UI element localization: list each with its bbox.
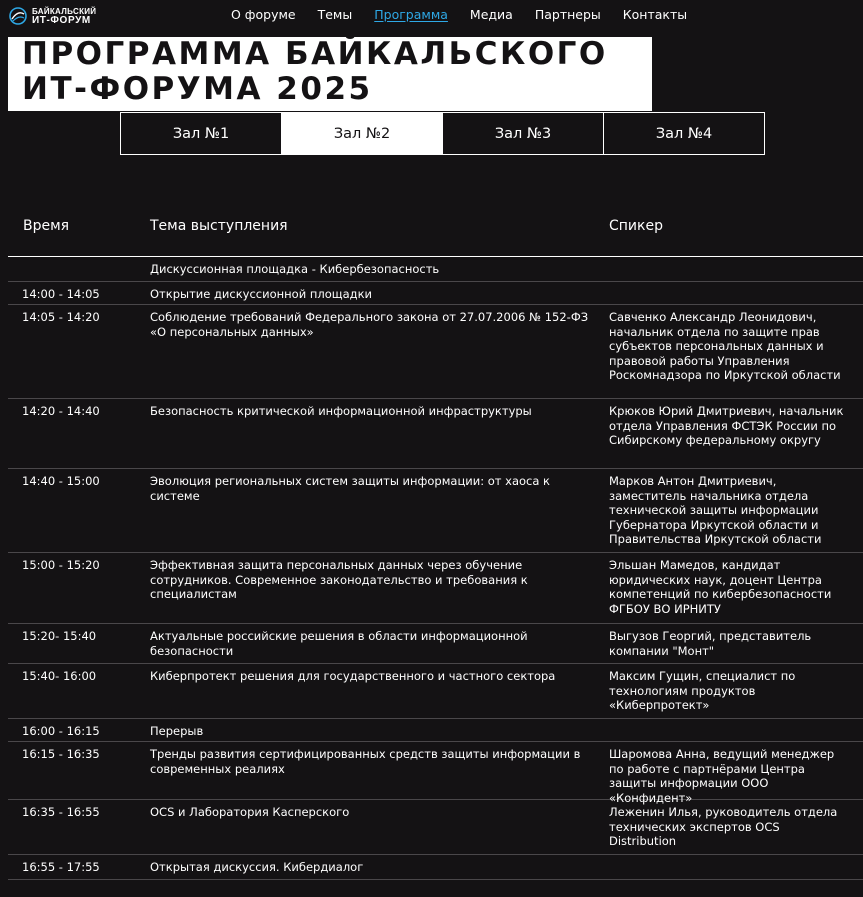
table-row [8,257,863,282]
title-block [8,37,652,111]
table-row [8,469,863,553]
row-topic: Соблюдение требований Федерального закона от 27.07.2006 № 152-ФЗ «О персональных данных» [150,310,589,339]
table-row [8,553,863,624]
nav-item-6[interactable]: Контакты [622,7,688,22]
table-row [8,719,863,742]
table-row [8,855,863,880]
page-title: ПРОГРАММА БАЙКАЛЬСКОГО ИТ-ФОРУМА 2025 [22,36,608,107]
row-topic: Тренды развития сертифицированных средств защиты информации в современных реалиях [150,747,581,776]
row-time: 15:40- 16:00 [22,669,97,683]
row-topic: OCS и Лаборатория Касперского [150,805,350,819]
table-row [8,624,863,664]
row-topic: Киберпротект решения для государственного и частного сектора [150,669,556,683]
table-row [8,399,863,469]
nav-item-1[interactable]: О форуме [231,7,296,22]
nav-item-5[interactable]: Партнеры [534,7,601,22]
hall-tabs [120,112,764,155]
nav-item-3[interactable]: Программа [374,7,448,22]
row-speaker: Леженин Илья, руководитель отдела технических экспертов OCS Distribution [609,805,838,848]
row-time: 14:40 - 15:00 [22,474,100,488]
table-row [8,800,863,855]
row-topic: Безопасность критической информационной инфраструктуры [150,404,532,418]
row-time: 14:00 - 14:05 [22,287,100,301]
row-topic: Открытие дискуссионной площадки [150,287,372,301]
header [0,0,863,32]
main-nav [231,7,709,22]
row-topic: Дискуссионная площадка - Кибербезопасность [150,262,440,276]
logo-line1: БАЙКАЛЬСКИЙ [32,7,97,16]
header-topic: Тема выступления [150,218,288,234]
row-topic: Эволюция региональных систем защиты информации: от хаоса к системе [150,474,550,503]
header-time: Время [23,218,70,234]
row-topic: Эффективная защита персональных данных через обучение сотрудников. Современное законодательство и требования к специалистам [150,558,528,601]
row-time: 14:05 - 14:20 [22,310,100,324]
tab-hall-2[interactable]: Зал №2 [281,112,443,155]
program-table [8,196,863,880]
table-row [8,305,863,399]
row-topic: Открытая дискуссия. Кибердиалог [150,860,364,874]
table-row [8,742,863,805]
row-time: 16:55 - 17:55 [22,860,100,874]
table-body [8,257,863,880]
nav-item-2[interactable]: Темы [317,7,353,22]
row-speaker: Савченко Александр Леонидович, начальник отдела по защите прав субъектов персональных данных и правовой работы Управления Роскомнадзора по Иркутской области [609,310,841,382]
row-topic: Актуальные российские решения в области информационной безопасности [150,629,528,658]
table-row [8,664,863,719]
row-time: 16:00 - 16:15 [22,724,100,738]
row-speaker: Максим Гущин, специалист по технологиям продуктов «Киберпротект» [609,669,796,712]
row-time: 16:35 - 16:55 [22,805,100,819]
logo-line2: ИТ-ФОРУМ [32,15,91,26]
row-time: 16:15 - 16:35 [22,747,100,761]
row-topic: Перерыв [150,724,204,738]
logo[interactable] [8,6,96,26]
row-speaker: Эльшан Мамедов, кандидат юридических наук, доцент Центра компетенций по кибербезопасности ФГБОУ ВО ИРНИТУ [609,558,832,616]
row-speaker: Крюков Юрий Дмитриевич, начальник отдела Управления ФСТЭК России по Сибирскому федеральному округу [609,404,844,447]
row-speaker: Марков Антон Дмитриевич, заместитель начальника отдела технической защиты информации Губернатора Иркутской области и Правительства Иркутской области [609,474,822,546]
row-speaker: Шаромова Анна, ведущий менеджер по работе с партнёрами Центра защиты информации ООО «Конфидент» [609,747,835,805]
tab-hall-3[interactable]: Зал №3 [442,112,604,155]
tab-hall-4[interactable]: Зал №4 [603,112,765,155]
row-time: 15:20- 15:40 [22,629,97,643]
tab-hall-1[interactable]: Зал №1 [120,112,282,155]
logo-icon [8,6,28,26]
table-header [8,196,863,257]
header-speaker: Спикер [609,218,663,234]
nav-item-4[interactable]: Медиа [469,7,513,22]
row-speaker: Выгузов Георгий, представитель компании "Монт" [609,629,812,658]
row-time: 15:00 - 15:20 [22,558,100,572]
row-time: 14:20 - 14:40 [22,404,100,418]
table-row [8,282,863,305]
